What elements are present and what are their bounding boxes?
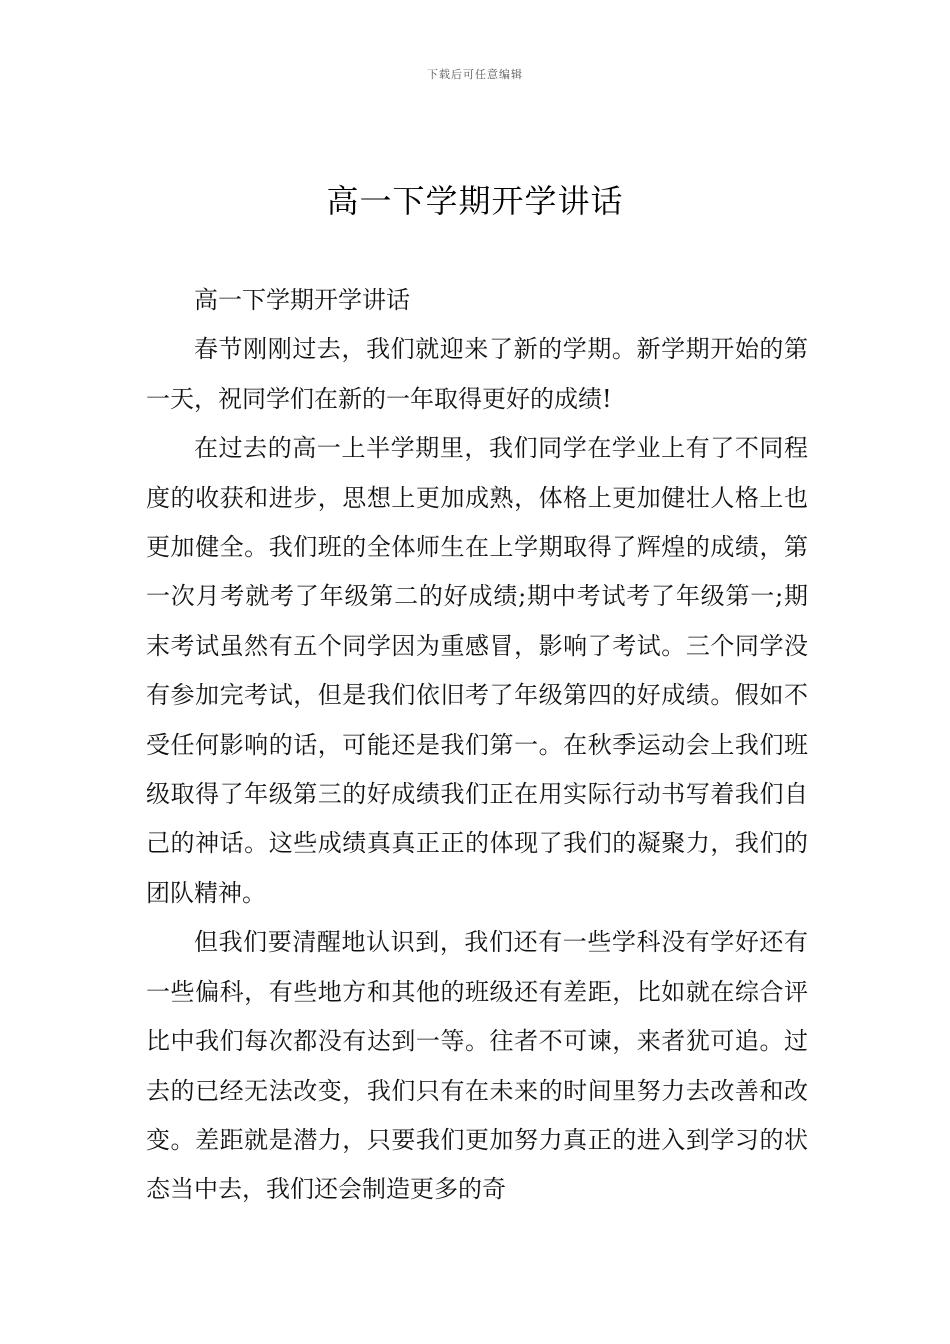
document-title: 高一下学期开学讲话: [326, 182, 624, 220]
download-note: 下载后可任意编辑: [427, 68, 523, 81]
paragraph-greeting: 春节刚刚过去，我们就迎来了新的学期。新学期开始的第一天，祝同学们在新的一年取得更好的成绩!: [146, 335, 808, 413]
paragraph-subtitle: 高一下学期开学讲话: [194, 286, 410, 314]
document-body: [146, 276, 808, 1215]
paragraph-review: 在过去的高一上半学期里，我们同学在学业上有了不同程度的收获和进步，思想上更加成熟，体格上更加健壮人格上也更加健全。我们班的全体师生在上学期取得了辉煌的成绩，第一次月考就考了年级第二的好成绩;期中考试考了年级第一;期末考试虽然有五个同学因为重感冒，影响了考试。三个同学没有参加完考试，但是我们依旧考了年级第四的好成绩。假如不受任何影响的话，可能还是我们第一。在秋季运动会上我们班级取得了年级第三的好成绩我们正在用实际行动书写着我们自己的神话。这些成绩真真正正的体现了我们的凝聚力，我们的团队精神。: [146, 434, 808, 907]
paragraph-outlook: 但我们要清醒地认识到，我们还有一些学科没有学好还有一些偏科，有些地方和其他的班级还有差距，比如就在综合评比中我们每次都没有达到一等。往者不可谏，来者犹可追。过去的已经无法改变，我们只有在未来的时间里努力去改善和改变。差距就是潜力，只要我们更加努力真正的进入到学习的状态当中去，我们还会制造更多的奇: [146, 928, 808, 1204]
